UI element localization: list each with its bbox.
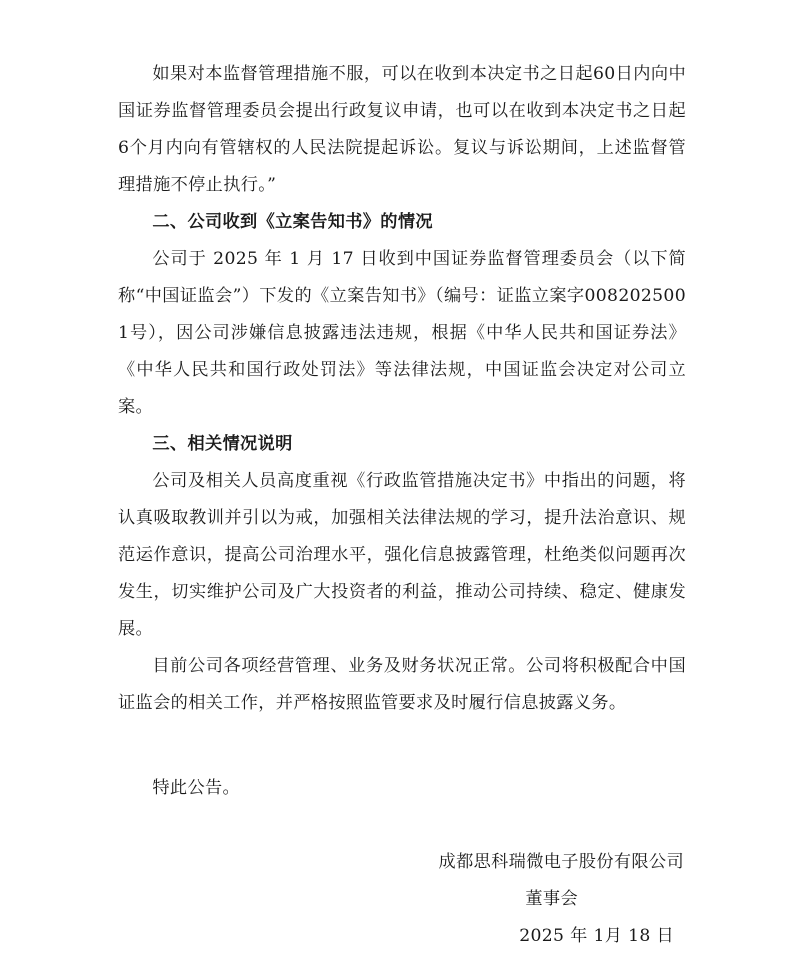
signature-block [118,844,686,955]
paragraph-section-three-body-two: 目前公司各项经营管理、业务及财务状况正常。公司将积极配合中国证监会的相关工作，并严格按照监管要求及时履行信息披露义务。 [118,656,686,713]
paragraph-section-three-body-one: 公司及相关人员高度重视《行政监管措施决定书》中指出的问题，将认真吸取教训并引以为戒，加强相关法律法规的学习，提升法治意识、规范运作意识，提高公司治理水平，强化信息披露管理，杜绝类似问题再次发生，切实维护公司及广大投资者的利益，推动公司持续、稳定、健康发展。 [118,471,686,639]
spacer-before-signature [118,807,686,844]
document-body [118,56,686,955]
signature-company-name: 成都思科瑞微电子股份有限公司 [438,852,684,872]
closing-notice: 特此公告。 [152,778,241,798]
spacer-before-closing [118,722,686,770]
signature-issuer: 董事会 [525,889,578,909]
heading-section-three: 三、相关情况说明 [152,434,293,454]
paragraph-quote-tail: 如果对本监督管理措施不服，可以在收到本决定书之日起60日内向中国证券监督管理委员会提出行政复议申请，也可以在收到本决定书之日起6个月内向有管辖权的人民法院提起诉讼。复议与诉讼期间，上述监督管理措施不停止执行。” [118,64,686,195]
heading-section-two: 二、公司收到《立案告知书》的情况 [152,212,433,232]
signature-date: 2025 年 1月 18 日 [519,926,674,946]
paragraph-section-two-body: 公司于 2025 年 1 月 17 日收到中国证券监督管理委员会（以下简称“中国证监会”）下发的《立案告知书》（编号：证监立案字0082025001号），因公司涉嫌信息披露违法违规，根据《中华人民共和国证券法》《中华人民共和国行政处罚法》等法律法规，中国证监会决定对公司立案。 [118,249,686,417]
